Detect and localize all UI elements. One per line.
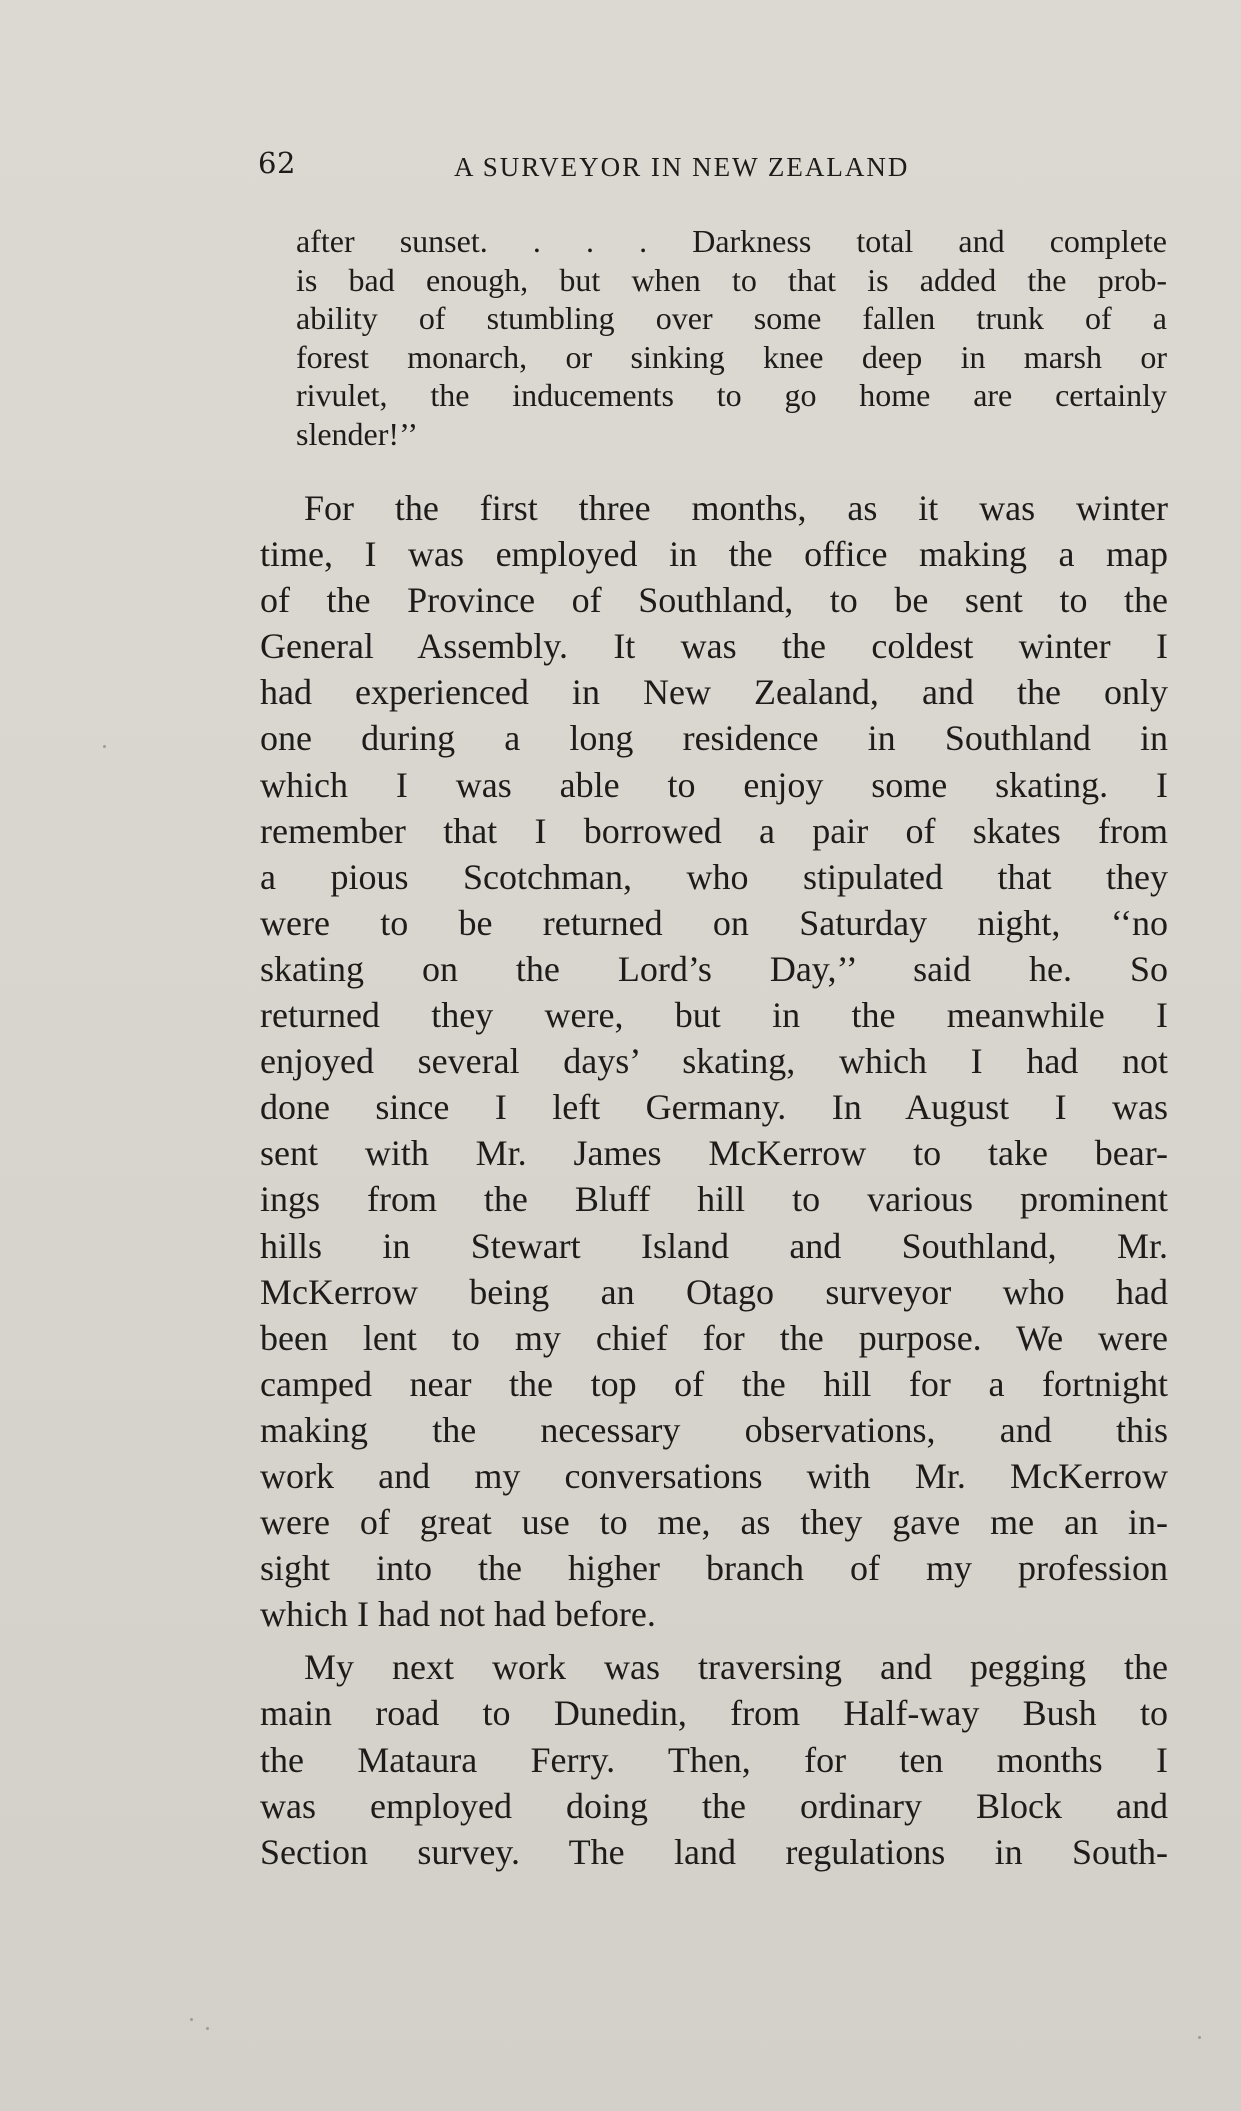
text-line: General Assembly. It was the coldest winter I: [260, 626, 1168, 667]
text-line: been lent to my chief for the purpose. We were: [260, 1317, 1168, 1358]
text-line: done since I left Germany. In August I was: [260, 1087, 1168, 1128]
text-line: ings from the Bluff hill to various prominent: [260, 1179, 1168, 1220]
quote-line: slender!’’: [296, 415, 418, 452]
quote-line: ability of stumbling over some fallen trunk of a: [296, 300, 1167, 337]
text-line: making the necessary observations, and this: [260, 1409, 1168, 1450]
paragraph-1: [260, 485, 1168, 1637]
text-line: remember that I borrowed a pair of skates from: [260, 810, 1168, 851]
quote-line: forest monarch, or sinking knee deep in marsh or: [296, 338, 1167, 375]
text-line: the Mataura Ferry. Then, for ten months I: [260, 1739, 1168, 1780]
paper-speck: [190, 2018, 193, 2021]
text-line: which I had not had before.: [260, 1594, 656, 1635]
text-line: enjoyed several days’ skating, which I had not: [260, 1041, 1168, 1082]
page-header: [258, 138, 1170, 188]
text-line: For the first three months, as it was winter: [304, 488, 1168, 528]
body-text: [260, 485, 1168, 1875]
text-line: one during a long residence in Southland in: [260, 718, 1168, 759]
text-line: were of great use to me, as they gave me an in-: [260, 1502, 1168, 1543]
text-line: My next work was traversing and pegging the: [304, 1647, 1168, 1688]
text-line: sent with Mr. James McKerrow to take bear-: [260, 1133, 1168, 1174]
text-line: were to be returned on Saturday night, ‘‘no: [260, 902, 1168, 943]
text-line: which I was able to enjoy some skating. I: [260, 764, 1168, 805]
text-line: main road to Dunedin, from Half-way Bush to: [260, 1693, 1168, 1734]
paragraph-gap: [260, 1637, 1168, 1644]
text-line: was employed doing the ordinary Block and: [260, 1785, 1168, 1826]
running-head: A SURVEYOR IN NEW ZEALAND: [454, 152, 910, 182]
text-line: McKerrow being an Otago surveyor who had: [260, 1271, 1168, 1312]
page-number: 62: [258, 146, 296, 180]
text-line: hills in Stewart Island and Southland, Mr.: [260, 1225, 1168, 1266]
block-quote: [296, 222, 1167, 454]
paper-speck: [206, 2027, 209, 2030]
text-line: returned they were, but in the meanwhile I: [260, 995, 1168, 1036]
text-line: camped near the top of the hill for a fortnight: [260, 1363, 1168, 1404]
text-line: had experienced in New Zealand, and the only: [260, 672, 1168, 713]
quote-line: rivulet, the inducements to go home are certainly: [296, 377, 1167, 414]
paper-speck: [1198, 2036, 1201, 2039]
text-line: skating on the Lord’s Day,’’ said he. So: [260, 948, 1168, 989]
text-line: Section survey. The land regulations in South-: [260, 1831, 1168, 1872]
paragraph-2: [260, 1644, 1168, 1874]
quote-line: after sunset. . . . Darkness total and complete: [296, 223, 1167, 259]
paper-speck: [103, 745, 106, 748]
text-line: sight into the higher branch of my profession: [260, 1548, 1168, 1589]
text-line: of the Province of Southland, to be sent to the: [260, 580, 1168, 621]
text-line: work and my conversations with Mr. McKerrow: [260, 1455, 1168, 1496]
text-line: a pious Scotchman, who stipulated that they: [260, 856, 1168, 897]
quote-line: is bad enough, but when to that is added the prob-: [296, 261, 1167, 298]
text-line: time, I was employed in the office making a map: [260, 534, 1168, 575]
